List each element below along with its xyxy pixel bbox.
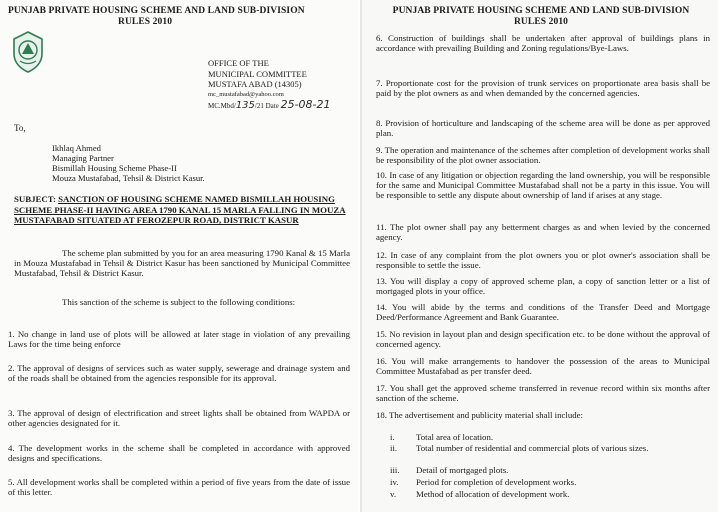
publicity-sub-item <box>390 443 708 453</box>
address-line: Managing Partner <box>52 153 114 163</box>
publicity-sub-item <box>390 489 708 499</box>
condition-item: 7. Proportionate cost for the provision of trunk services on proportionate area basis shall be paid by the plot owners as and when demanded by the concerned agencies. <box>376 78 710 99</box>
condition-item: 10. In case of any litigation or objection regarding the land ownership, you will be responsible for the same and Municipal Committee Mustafabad shall not be a party in this issue. You will be responsible to settle any dispute about ownership of land if arises at any stage. <box>376 170 710 201</box>
address-line: Mouza Mustafabad, Tehsil & District Kasur. <box>52 173 205 183</box>
condition-item: 6. Construction of buildings shall be undertaken after approval of buildings plans in accordance with prevailing Building and Zoning regulations/Bye-Laws. <box>376 33 710 54</box>
left-page-header <box>8 6 350 28</box>
condition-item: 17. You shall get the approved scheme transferred in revenue record within six months after sanction of the scheme. <box>376 383 710 404</box>
office-line3: MUSTAFA ABAD (14305) <box>208 79 302 89</box>
memo-handwritten-number: 135 <box>235 100 255 111</box>
condition-item: 13. You will display a copy of approved scheme plan, a copy of sanction letter or a list of mortgaged plots in your office. <box>376 276 710 297</box>
subject-text: SANCTION OF HOUSING SCHEME NAMED BISMILLAH HOUSING SCHEME PHASE-II HAVING AREA 1790 KANAL 15 MARLA FALLING IN MOUZA MUSTAFABAD SITUATED AT FEROZEPUR ROAD, DISTRICT KASUR <box>14 194 346 225</box>
right-header-line1: PUNJAB PRIVATE HOUSING SCHEME AND LAND SUB-DIVISION <box>392 6 690 16</box>
left-letter-page <box>0 0 358 512</box>
handwritten-date: 25-08-21 <box>280 98 331 111</box>
sub-item-number: ii. <box>390 443 398 453</box>
office-line2: MUNICIPAL COMMITTEE <box>208 68 307 79</box>
subject-line <box>14 194 350 226</box>
condition-item: 3. The approval of design of electrification and street lights shall be obtained from WAPDA or other agencies designated for it. <box>8 408 350 429</box>
sub-item-text: Period for completion of development works. <box>416 477 577 487</box>
memo-number-line <box>208 100 358 112</box>
right-header-line2: RULES 2010 <box>513 17 569 27</box>
conditions-intro: This sanction of the scheme is subject to the following conditions: <box>62 297 296 307</box>
memo-year-date-label: /21 Date <box>254 102 279 110</box>
memo-prefix: MC.Mbd/ <box>208 102 236 110</box>
sub-item-text: Detail of mortgaged plots. <box>416 465 509 475</box>
publicity-sub-item <box>390 477 708 487</box>
government-seal-logo <box>8 30 48 74</box>
left-header-line2: RULES 2010 <box>118 17 173 27</box>
condition-item: 1. No change in land use of plots will be allowed at later stage in violation of any prevailing Laws for the time being enforce <box>8 329 350 350</box>
condition-item: 15. No revision in layout plan and design specification etc. to be done without the approval of concerned agency. <box>376 329 710 350</box>
sub-item-text: Total number of residential and commercial plots of various sizes. <box>416 443 649 453</box>
sub-item-number: i. <box>390 432 395 442</box>
office-line1: OFFICE OF THE <box>208 58 269 68</box>
address-line: Bismillah Housing Scheme Phase-II <box>52 163 177 173</box>
sub-item-text: Method of allocation of development work. <box>416 489 570 499</box>
condition-item: 14. You will abide by the terms and conditions of the Transfer Deed and Mortgage Deed/Performance Agreement and Bank Guarantee. <box>376 302 710 323</box>
condition-item: 18. The advertisement and publicity material shall include: <box>376 410 583 420</box>
condition-item: 5. All development works shall be completed within a period of five years from the date of issue of this letter. <box>8 477 350 498</box>
condition-item: 12. In case of any complaint from the plot owners you or plot owner's association shall be responsible to settle the issue. <box>376 250 710 271</box>
office-address-block <box>208 58 358 112</box>
sub-item-text: Total area of location. <box>416 432 494 442</box>
address-line: Ikhlaq Ahmed <box>52 143 101 153</box>
condition-item: 4. The development works in the scheme shall be completed in accordance with approved designs and specifications. <box>8 443 350 464</box>
condition-item: 2. The approval of designs of services such as water supply, sewerage and drainage system and of the roads shall be obtained from the agencies responsible for its approval. <box>8 363 350 384</box>
left-header-line1: PUNJAB PRIVATE HOUSING SCHEME AND LAND SUB-DIVISION <box>8 6 305 16</box>
right-page-header <box>370 6 712 28</box>
publicity-sub-item <box>390 465 708 475</box>
condition-item: 8. Provision of horticulture and landscaping of the scheme area will be done as per approved plan. <box>376 118 710 139</box>
sub-item-number: v. <box>390 489 397 499</box>
condition-item: 16. You will make arrangements to handover the possession of the areas to Municipal Committee Mustafabad as per transfer deed. <box>376 356 710 377</box>
office-email: mc_mustafabad@yahoo.com <box>208 90 284 98</box>
right-letter-page <box>360 0 718 512</box>
subject-label: SUBJECT: <box>14 194 56 204</box>
sub-item-number: iv. <box>390 477 399 487</box>
recipient-address <box>52 143 205 183</box>
to-label: To, <box>14 123 26 133</box>
condition-item: 9. The operation and maintenance of the schemes after completion of development works shall be responsibility of the plot owner association. <box>376 145 710 166</box>
sub-item-number: iii. <box>390 465 400 475</box>
condition-item: 11. The plot owner shall pay any betterment charges as and when levied by the concerned agency. <box>376 222 710 243</box>
publicity-sub-item <box>390 432 708 442</box>
intro-paragraph: The scheme plan submitted by you for an area measuring 1790 Kanal & 15 Marla in Mouza Mustafabad in Tehsil & District Kasur has been sanctioned by Municipal Committee Mustafabad, Tehsil & District Kasur. <box>14 248 350 279</box>
